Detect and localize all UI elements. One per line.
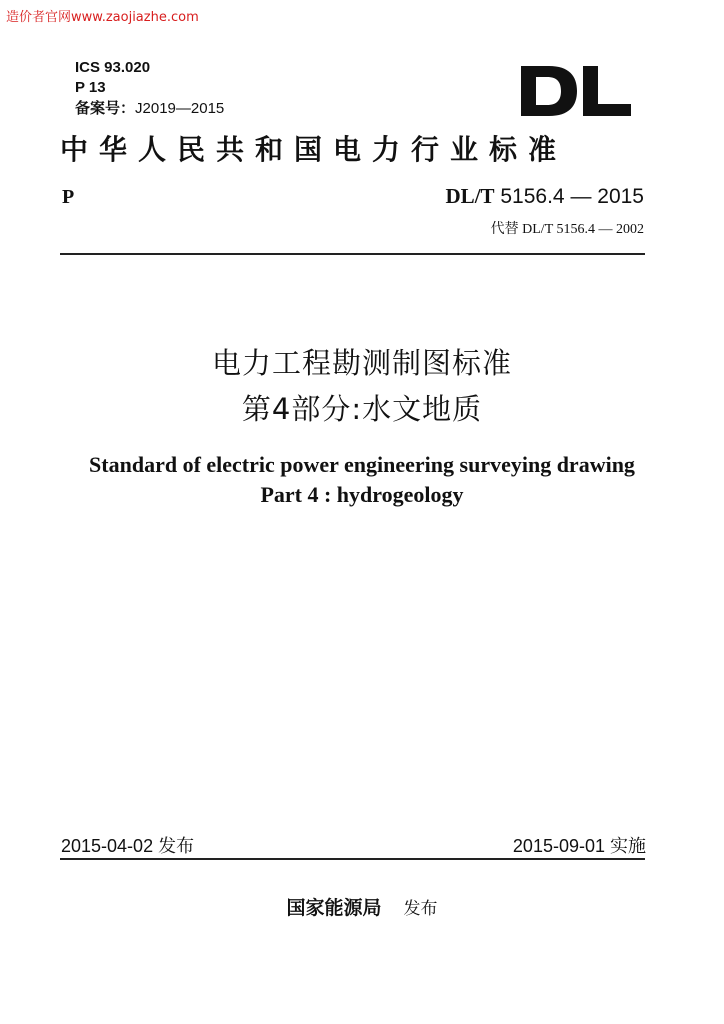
classification-letter: P	[62, 186, 75, 208]
class-code: P 13	[75, 79, 106, 96]
standard-number-value: 5156.4 — 2015	[500, 185, 644, 208]
watermark-link[interactable]: 造价者官网www.zaojiazhe.com	[6, 10, 199, 25]
ics-code: ICS 93.020	[75, 59, 151, 76]
issue-date: 2015-04-02 发布	[61, 836, 195, 856]
title-en-line1: Standard of electric power engineering surveying drawing	[89, 452, 635, 477]
issuer-action: 发布	[403, 899, 438, 919]
title-cn-line2: 第4部分:水文地质	[241, 392, 483, 426]
issuer-org: 国家能源局	[286, 897, 382, 919]
issuer	[0, 893, 724, 920]
title-en-line2: Part 4 : hydrogeology	[260, 482, 464, 507]
record-label: 备案号：	[75, 100, 136, 117]
title-cn-line1: 电力工程勘测制图标准	[211, 346, 512, 380]
dl-logo	[519, 64, 633, 118]
ministry-title: 中华人民共和国电力行业标准	[60, 133, 568, 166]
effective-date: 2015-09-01 实施	[512, 836, 646, 856]
record-value: J2019—2015	[135, 100, 225, 117]
standard-number	[446, 184, 644, 209]
record-number	[75, 99, 224, 118]
replaces-standard: 代替 DL/T 5156.4 — 2002	[490, 222, 644, 237]
bottom-divider	[60, 858, 645, 860]
top-divider	[60, 253, 645, 255]
standard-code: DL/T	[445, 184, 495, 208]
